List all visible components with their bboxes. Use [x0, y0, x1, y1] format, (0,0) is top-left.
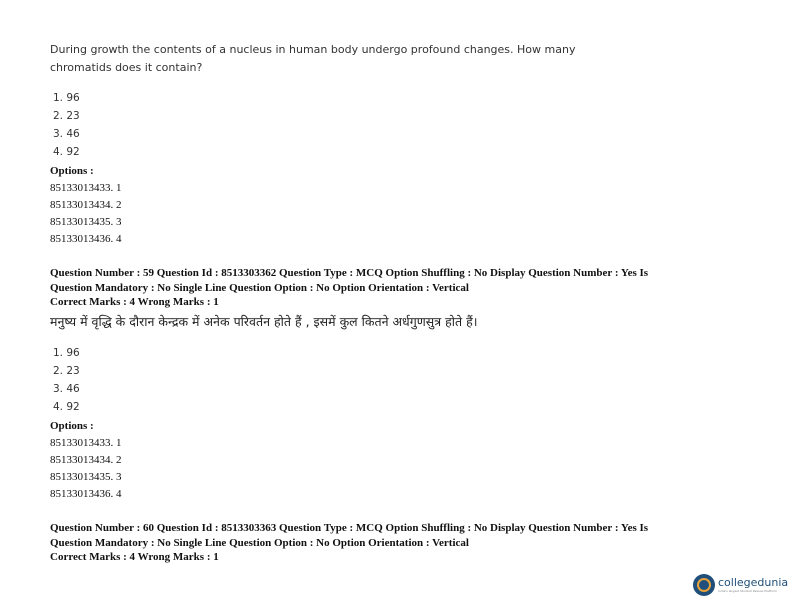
option-id-2: 85133013434. 2 [50, 454, 122, 466]
option-id-1: 85133013433. 1 [50, 437, 122, 449]
meta-line-3: Correct Marks : 4 Wrong Marks : 1 [50, 551, 219, 563]
option-4: 4. 92 [53, 401, 80, 413]
collegedunia-logo-icon [693, 574, 715, 596]
meta-line-2: Question Mandatory : No Single Line Question Option : No Option Orientation : Vertical [50, 536, 469, 549]
options-label: Options : [50, 165, 94, 177]
question-59-metadata [50, 266, 750, 310]
option-2: 2. 23 [53, 365, 80, 377]
option-1: 1. 96 [53, 92, 80, 104]
meta-line-1: Question Number : 59 Question Id : 8513303362 Question Type : MCQ Option Shuffling : No Display Question Number : Yes Is [50, 267, 649, 279]
option-4: 4. 92 [53, 146, 80, 158]
answer-options-list-hindi [53, 344, 80, 416]
answer-options-list [53, 89, 80, 161]
meta-line-1: Question Number : 60 Question Id : 8513303363 Question Type : MCQ Option Shuffling : No Display Question Number : Yes Is [50, 522, 649, 534]
logo-name: collegedunia [718, 576, 789, 589]
logo-tagline: India's largest Student Review Platform [718, 589, 778, 593]
options-label: Options : [50, 420, 94, 432]
option-id-2: 85133013434. 2 [50, 199, 122, 211]
option-2: 2. 23 [53, 110, 80, 122]
question-text-english: During growth the contents of a nucleus in human body undergo profound changes. How many chromatids does it contain? [50, 43, 576, 74]
option-id-3: 85133013435. 3 [50, 471, 122, 483]
option-1: 1. 96 [53, 347, 80, 359]
option-3: 3. 46 [53, 383, 80, 395]
option-3: 3. 46 [53, 128, 80, 140]
option-id-4: 85133013436. 4 [50, 233, 122, 245]
question-60-metadata [50, 521, 750, 565]
option-id-3: 85133013435. 3 [50, 216, 122, 228]
option-id-1: 85133013433. 1 [50, 182, 122, 194]
meta-line-3: Correct Marks : 4 Wrong Marks : 1 [50, 296, 219, 308]
meta-line-2: Question Mandatory : No Single Line Question Option : No Option Orientation : Vertical [50, 281, 469, 294]
option-ids-block [50, 163, 122, 248]
option-ids-block-hindi [50, 418, 122, 503]
collegedunia-logo [693, 574, 788, 596]
option-id-4: 85133013436. 4 [50, 488, 122, 500]
question-text-hindi: मनुष्य में वृद्धि के दौरान केन्द्रक में अनेक परिवर्तन होते हैं , इसमें कुल कितने अर्धगुणसुत्र होते हैं। [50, 314, 478, 329]
